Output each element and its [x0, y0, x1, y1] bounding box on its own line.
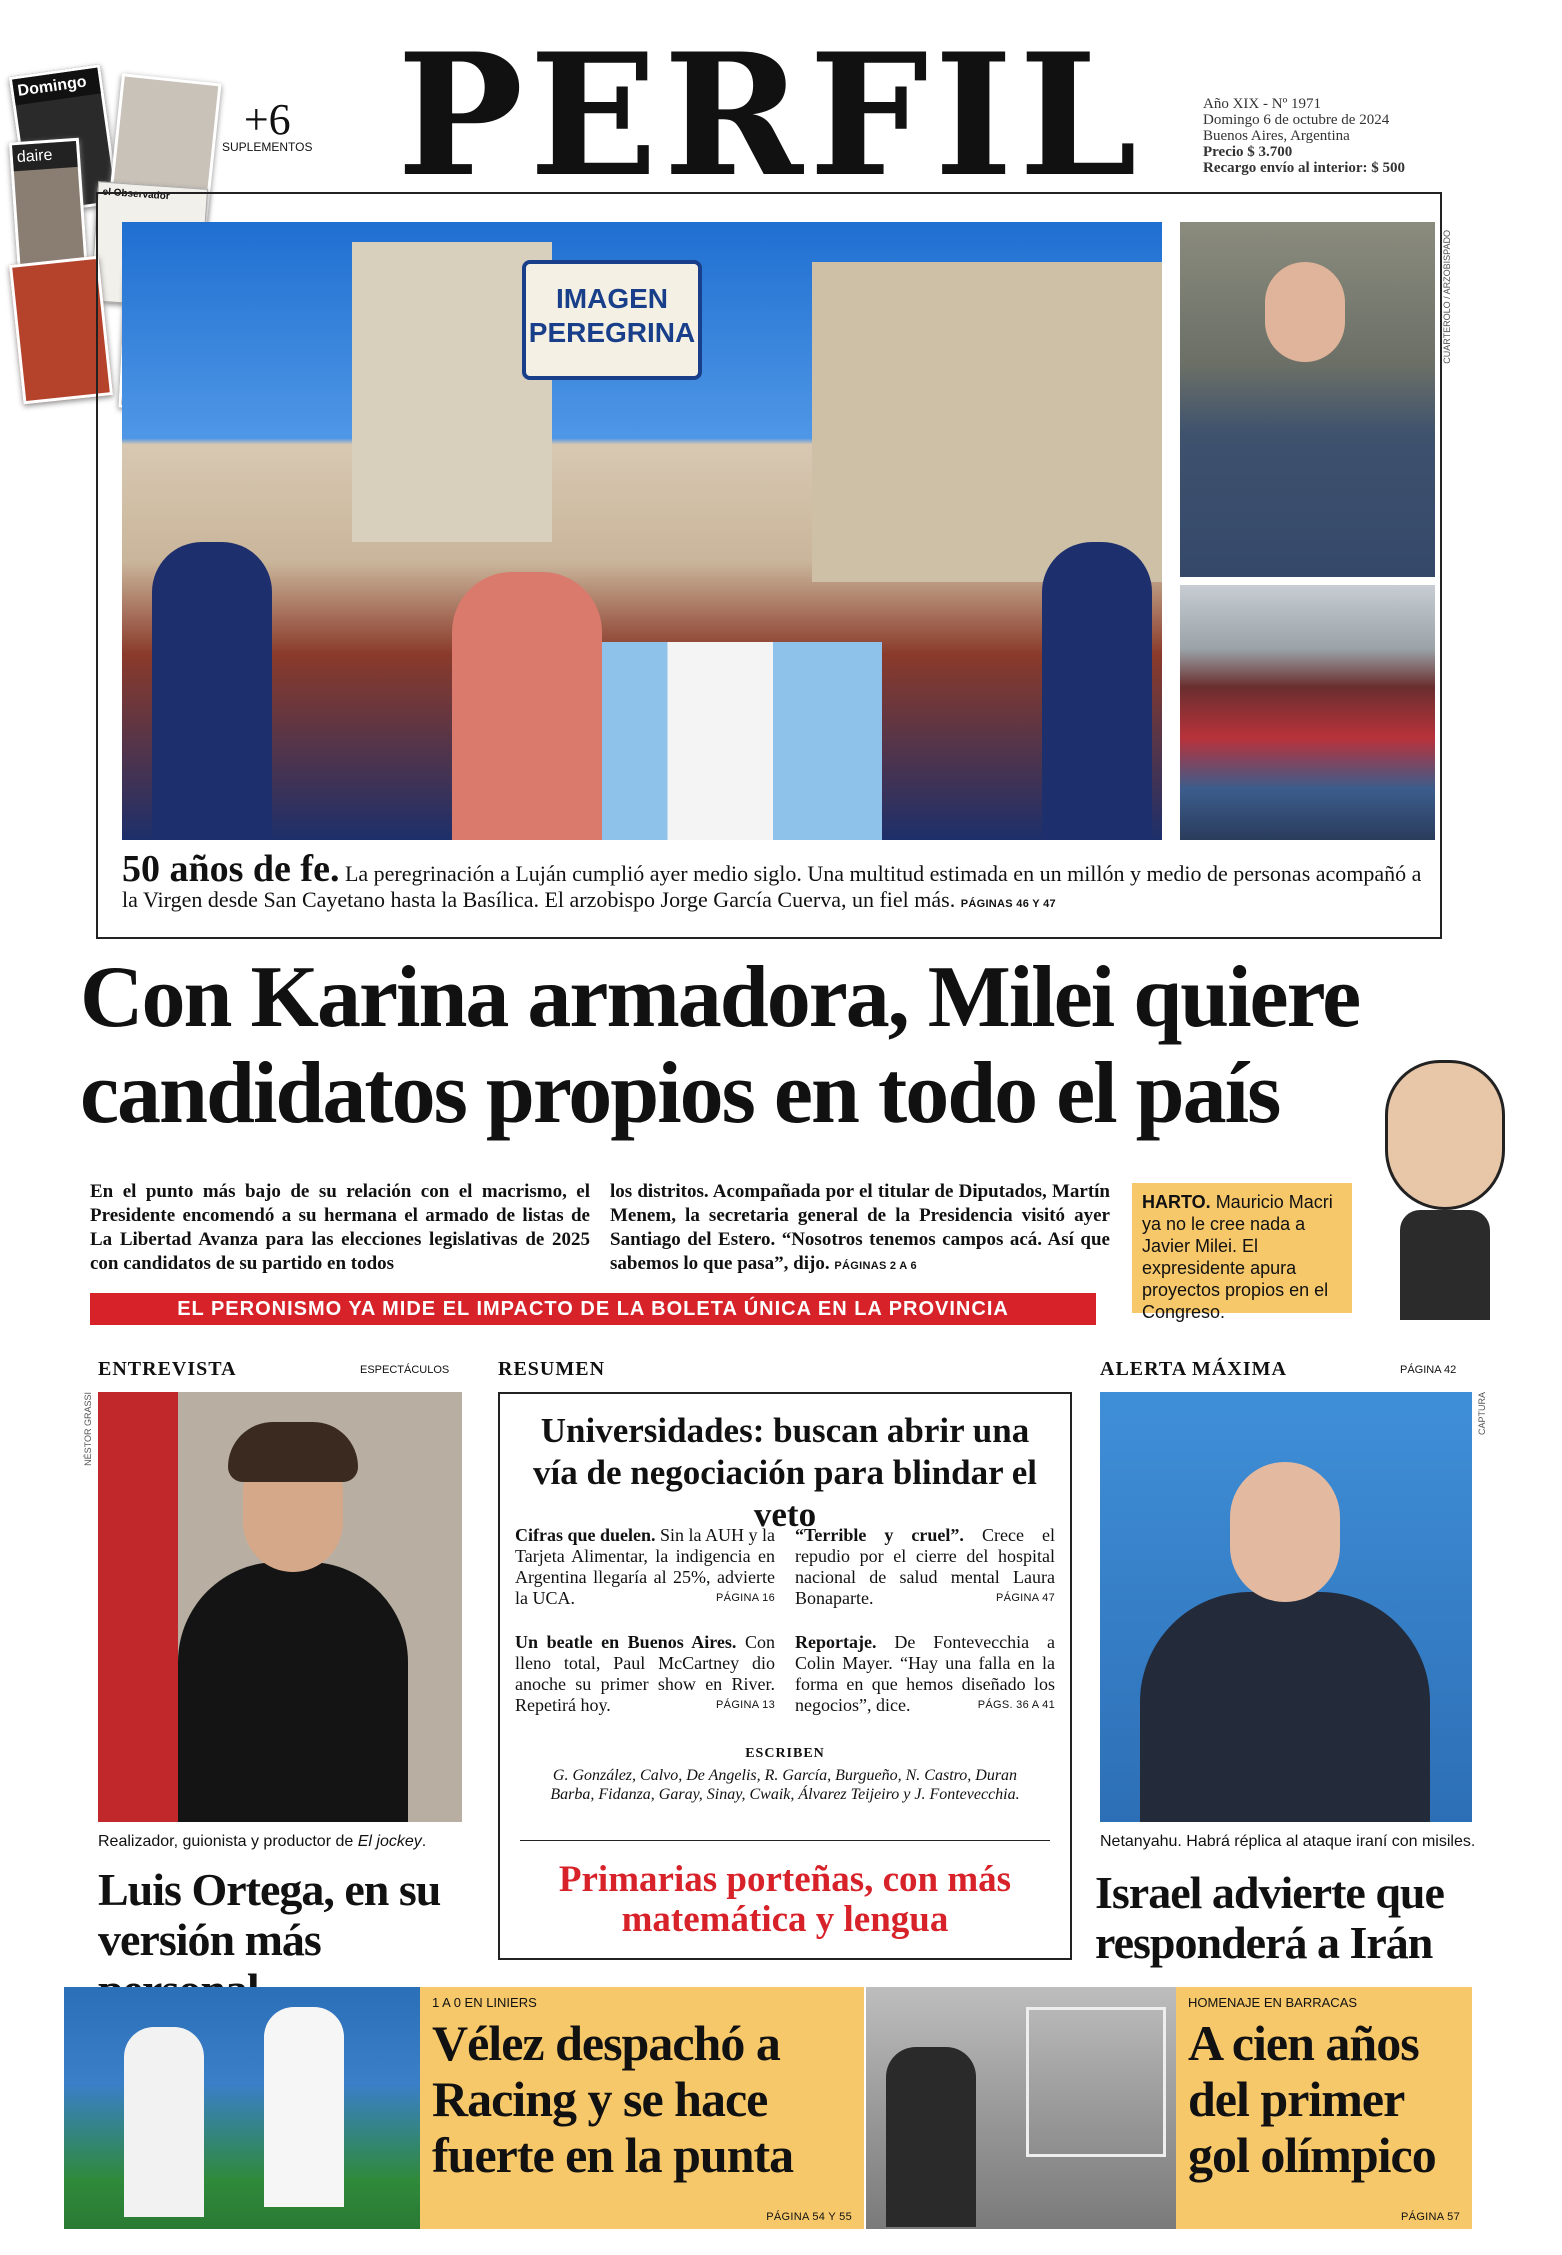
escriben-label: ESCRIBEN	[745, 1746, 825, 1761]
barracas-kicker: HOMENAJE EN BARRACAS	[1188, 1995, 1358, 2010]
resumen-item-2-kicker: “Terrible y cruel”.	[795, 1525, 964, 1545]
resumen-headline[interactable]: Universidades: buscan abrir una vía de negociación para blindar el veto	[533, 1411, 1037, 1534]
resumen-divider	[520, 1840, 1050, 1841]
netanyahu-photo[interactable]	[1100, 1392, 1472, 1822]
entrevista-caption-post: .	[421, 1833, 427, 1850]
velez-headline: Vélez despachó a Racing y se hace fuerte en la punta	[432, 2015, 794, 2183]
main-headline[interactable]	[80, 950, 1480, 1142]
alerta-caption: Netanyahu. Habrá réplica al ataque iraní con misiles.	[1100, 1833, 1476, 1850]
resumen-item-4[interactable]	[795, 1632, 1055, 1716]
resumen-item-1-kicker: Cifras que duelen.	[515, 1525, 656, 1545]
resumen-item-3-pages: PÁGINA 13	[716, 1699, 775, 1711]
velez-box[interactable]	[420, 1987, 864, 2229]
main-col-1: En el punto más bajo de su relación con el macrismo, el Presidente encomendó a su hermana el armado de listas de La Libertad Avanza para las elecciones legislativas de 2025 con candidatos de su partido en todos	[90, 1181, 590, 1274]
entrevista-tag: ESPECTÁCULOS	[360, 1364, 450, 1376]
velez-player-2	[264, 2007, 344, 2207]
archbishop-photo[interactable]	[1180, 222, 1435, 577]
edition-year: Año XIX - Nº 1971	[1203, 96, 1321, 112]
crowd-photo[interactable]	[1180, 585, 1435, 840]
main-col-2-text: los distritos. Acompañada por el titular de Diputados, Martín Menem, la secretaria general de la Presidencia visitó ayer Santiago del Estero. “Nosotros tenemos campos acá. Así que sabemos lo que pasa”, dijo.	[610, 1181, 1110, 1274]
alerta-section: ALERTA MÁXIMA	[1100, 1358, 1287, 1380]
main-col-2-pages: PÁGINAS 2 A 6	[834, 1260, 917, 1272]
netanyahu-head	[1230, 1462, 1340, 1602]
hero-sign-text: IMAGEN PEREGRINA	[528, 283, 696, 348]
peronismo-bar[interactable]: EL PERONISMO YA MIDE EL IMPACTO DE LA BOLETA ÚNICA EN LA PROVINCIA	[90, 1293, 1096, 1325]
hero-kicker: 50 años de fe.	[122, 848, 340, 890]
alerta-credit: CAPTURA	[1477, 1392, 1487, 1436]
entrevista-section: ENTREVISTA	[98, 1358, 237, 1380]
hero-caption	[122, 848, 1432, 917]
resumen-item-3[interactable]	[515, 1632, 775, 1716]
resumen-item-1-text: Sin la AUH y la Tarjeta Alimentar, la indigencia en Argentina llegaría al 25%, advierte la UCA.	[515, 1525, 776, 1608]
masthead-logo[interactable]: PERFIL	[397, 16, 1143, 214]
alerta-pages: PÁGINA 42	[1400, 1364, 1457, 1376]
macri-caricature	[1370, 1060, 1520, 1330]
cover-domingo-title: Domingo	[12, 68, 101, 106]
harto-text: Mauricio Macri ya no le cree nada a Javier Milei. El expresidente apura proyectos propios en el Congreso.	[1142, 1192, 1333, 1322]
resumen-section: RESUMEN	[498, 1358, 606, 1380]
main-col-2	[610, 1180, 1110, 1278]
entrevista-headline[interactable]: Luis Ortega, en su versión más	[98, 1864, 441, 1965]
resumen-item-3-kicker: Un beatle en Buenos Aires.	[515, 1632, 737, 1652]
supplements-count	[222, 95, 313, 154]
entrevista-credit: NÉSTOR GRASSI	[83, 1392, 93, 1466]
olimpico-goal-net	[1026, 2007, 1166, 2157]
ortega-body	[178, 1562, 408, 1822]
hero-photo[interactable]	[122, 222, 1162, 840]
cover-observador-title: el Observador	[102, 186, 171, 203]
cover-daire-title: daire	[12, 141, 78, 171]
caricature-head	[1385, 1060, 1505, 1210]
velez-pages: PÁGINA 54 Y 55	[766, 2211, 852, 2223]
entrevista-caption	[98, 1833, 498, 1851]
edition-price: Precio $ 3.700	[1203, 144, 1293, 160]
edition-surcharge: Recargo envío al interior: $ 500	[1203, 160, 1406, 176]
edition-date: Domingo 6 de octubre de 2024	[1203, 112, 1390, 128]
escriben-list: G. González, Calvo, De Angelis, R. García, Burgueño, N. Castro, Duran Barba, Fidanza, Garay, Sinay, Cwaik, Álvarez Teijeiro y J. Fontevecchia.	[550, 1767, 1020, 1803]
harto-kicker: HARTO.	[1142, 1192, 1211, 1212]
supplements-number: +6	[243, 95, 291, 144]
velez-player-1	[124, 2027, 204, 2217]
primarias-headline[interactable]: Primarias porteñas, con más matemática y lengua	[558, 1859, 1012, 1940]
building-right	[812, 262, 1162, 582]
resumen-item-2-text: Crece el repudio por el cierre del hospital nacional de salud mental Laura Bonaparte.	[795, 1525, 1055, 1608]
olimpico-photo[interactable]	[866, 1987, 1176, 2229]
resumen-item-4-text: De Fontevecchia a Colin Mayer. “Hay una falla en la forma en que hemos diseñado los negocios”, dice.	[795, 1632, 1056, 1715]
resumen-item-3-text: Con lleno total, Paul McCartney dio anoche su primer show en River. Repetirá hoy.	[515, 1632, 775, 1715]
edition-info	[1203, 96, 1405, 176]
alerta-headline[interactable]: Israel advierte que responderá a Irán	[1095, 1867, 1444, 1968]
entrevista-caption-em: El jockey	[357, 1833, 422, 1850]
hero-text: La peregrinación a Luján cumplió ayer medio siglo. Una multitud estimada en un millón y medio de personas acompañó a la Virgen desde San Cayetano hasta la Basílica. El arzobispo Jorge García Cuerva, un fiel más.	[122, 861, 1422, 912]
entrevista-caption-pre: Realizador, guionista y productor de	[98, 1833, 358, 1850]
velez-kicker: 1 A 0 EN LINIERS	[432, 1995, 537, 2010]
resumen-item-4-pages: PÁGS. 36 A 41	[977, 1699, 1055, 1711]
hero-credit: CUARTEROLO / ARZOBISPADO	[1442, 230, 1452, 364]
ortega-photo[interactable]	[98, 1392, 462, 1822]
main-headline-line1: Con Karina armadora, Milei quiere	[80, 949, 1360, 1046]
velez-photo[interactable]	[64, 1987, 420, 2229]
netanyahu-body	[1140, 1592, 1430, 1822]
flag-cloth	[562, 642, 882, 840]
soldier-left	[152, 542, 272, 840]
caricature-body	[1400, 1210, 1490, 1320]
main-headline-line2: candidatos propios en todo el país	[80, 1045, 1280, 1142]
archbishop-head	[1265, 262, 1345, 362]
resumen-item-2-pages: PÁGINA 47	[996, 1592, 1055, 1604]
edition-city: Buenos Aires, Argentina	[1203, 128, 1350, 144]
supplements-label: SUPLEMENTOS	[222, 140, 313, 154]
ortega-hair	[228, 1422, 358, 1482]
resumen-item-1[interactable]	[515, 1525, 775, 1609]
barracas-pages: PÁGINA 57	[1401, 2211, 1460, 2223]
soldier-right	[1042, 542, 1152, 840]
resumen-item-2[interactable]	[795, 1525, 1055, 1609]
barracas-headline: A cien años del primer gol olímpico	[1188, 2015, 1436, 2183]
resumen-item-4-kicker: Reportaje.	[795, 1632, 877, 1652]
hero-sign	[522, 260, 702, 380]
olimpico-player	[886, 2047, 976, 2227]
hero-pages: PÁGINAS 46 Y 47	[960, 898, 1056, 910]
harto-box[interactable]	[1132, 1183, 1352, 1322]
barracas-box[interactable]	[1176, 1987, 1472, 2229]
resumen-item-1-pages: PÁGINA 16	[716, 1592, 775, 1604]
pilgrim-man	[452, 572, 602, 840]
